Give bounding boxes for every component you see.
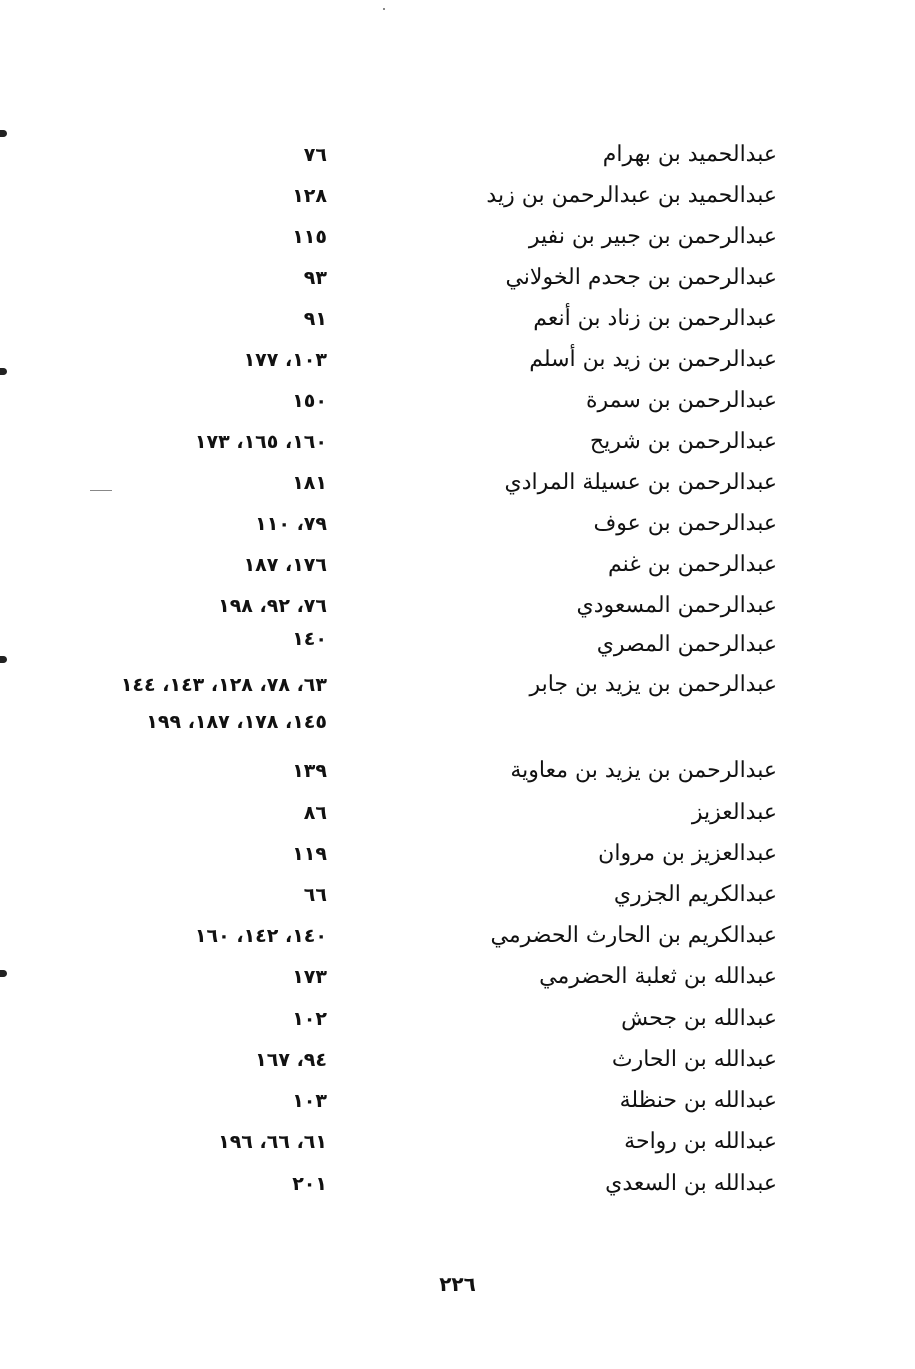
entry-name: عبدالرحمن بن عوف [593,511,777,536]
entry-pages: ١٧٦، ١٨٧ [243,554,327,576]
entry-pages: ١٠٣ [292,1090,327,1112]
index-entry [0,796,915,836]
entry-pages: ١٠٢ [292,1008,327,1030]
index-entry [0,1167,915,1207]
entry-pages-continuation: ١٤٥، ١٧٨، ١٨٧، ١٩٩ [146,711,327,733]
entry-pages: ١١٩ [292,843,327,865]
index-entry [0,343,915,383]
entry-pages [27,668,327,742]
index-entry [0,384,915,424]
index-entry [0,548,915,588]
entry-pages: ١١٥ [292,226,327,248]
index-entry [0,261,915,301]
entry-pages: ١٨١ [292,472,327,494]
entry-name: عبدالرحمن المسعودي [576,593,777,618]
entry-name: عبدالرحمن بن شريح [589,429,777,454]
entry-name: عبدالله بن ثعلبة الحضرمي [539,964,777,989]
entry-pages: ٧٦ [303,144,327,166]
entry-pages: ١٥٠ [292,390,327,412]
index-entry [0,179,915,219]
entry-name: عبدالرحمن بن يزيد بن معاوية [510,758,777,783]
index-entry [0,1002,915,1042]
entry-pages: ١٤٠، ١٤٢، ١٦٠ [194,925,327,947]
entry-name: عبدالكريم الجزري [613,882,777,907]
entry-pages: ٨٦ [303,802,327,824]
index-entry [0,220,915,260]
entry-pages: ٩٣ [303,267,327,289]
index-entry [0,302,915,342]
page-number: ٢٢٦ [439,1272,476,1296]
entry-pages: ١٧٣ [292,966,327,988]
entry-pages: ٧٦، ٩٢، ١٩٨ [218,595,327,617]
entry-name: عبدالرحمن المصري [596,632,777,657]
entry-pages: ٦١، ٦٦، ١٩٦ [218,1131,327,1153]
entry-name: عبدالله بن رواحة [624,1129,777,1154]
entry-pages: ١٤٠ [292,628,327,650]
entry-name: عبدالرحمن بن غنم [608,552,777,577]
entry-name: عبدالرحمن بن يزيد بن جابر [529,672,777,697]
index-entry [0,628,915,668]
entry-name: عبدالرحمن بن عسيلة المرادي [504,470,777,495]
index-entry [0,837,915,877]
index-entry [0,754,915,794]
entry-pages: ١٢٨ [292,185,327,207]
entry-name: عبدالرحمن بن سمرة [585,388,777,413]
entry-pages: ١٦٠، ١٦٥، ١٧٣ [194,431,327,453]
index-entry [0,668,915,748]
index-entry [0,1043,915,1083]
entry-pages: ١٣٩ [292,760,327,782]
entry-name: عبدالله بن الحارث [611,1047,777,1072]
index-entry [0,507,915,547]
entry-name: عبدالكريم بن الحارث الحضرمي [490,923,777,948]
index-entry [0,878,915,918]
entry-name: عبدالعزيز بن مروان [598,841,777,866]
entry-name: عبدالعزيز [691,800,777,825]
entry-name: عبدالحميد بن عبدالرحمن بن زيد [486,183,777,208]
entry-pages: ١٠٣، ١٧٧ [243,349,327,371]
entry-name: عبدالله بن جحش [621,1006,777,1031]
entry-pages: ٧٩، ١١٠ [255,513,327,535]
entry-pages-line: ٦٣، ٧٨، ١٢٨، ١٤٣، ١٤٤ [120,674,327,696]
index-entry [0,138,915,178]
index-entry [0,960,915,1000]
index-entry [0,919,915,959]
index-entry [0,425,915,465]
entry-name: عبدالرحمن بن جحدم الخولاني [505,265,777,290]
index-entry [0,1125,915,1165]
entry-name: عبدالرحمن بن زيد بن أسلم [529,347,777,372]
index-entry [0,466,915,506]
entry-name: عبدالحميد بن بهرام [602,142,777,167]
entry-name: عبدالله بن السعدي [605,1171,777,1196]
entry-name: عبدالرحمن بن زناد بن أنعم [533,306,777,331]
entry-pages: ٩٤، ١٦٧ [255,1049,327,1071]
entry-pages: ٦٦ [303,884,327,906]
index-entry [0,1084,915,1124]
entry-pages: ٢٠١ [292,1173,327,1195]
entry-name: عبدالرحمن بن جبير بن نفير [528,224,777,249]
entry-name: عبدالله بن حنظلة [619,1088,777,1113]
entry-pages: ٩١ [303,308,327,330]
